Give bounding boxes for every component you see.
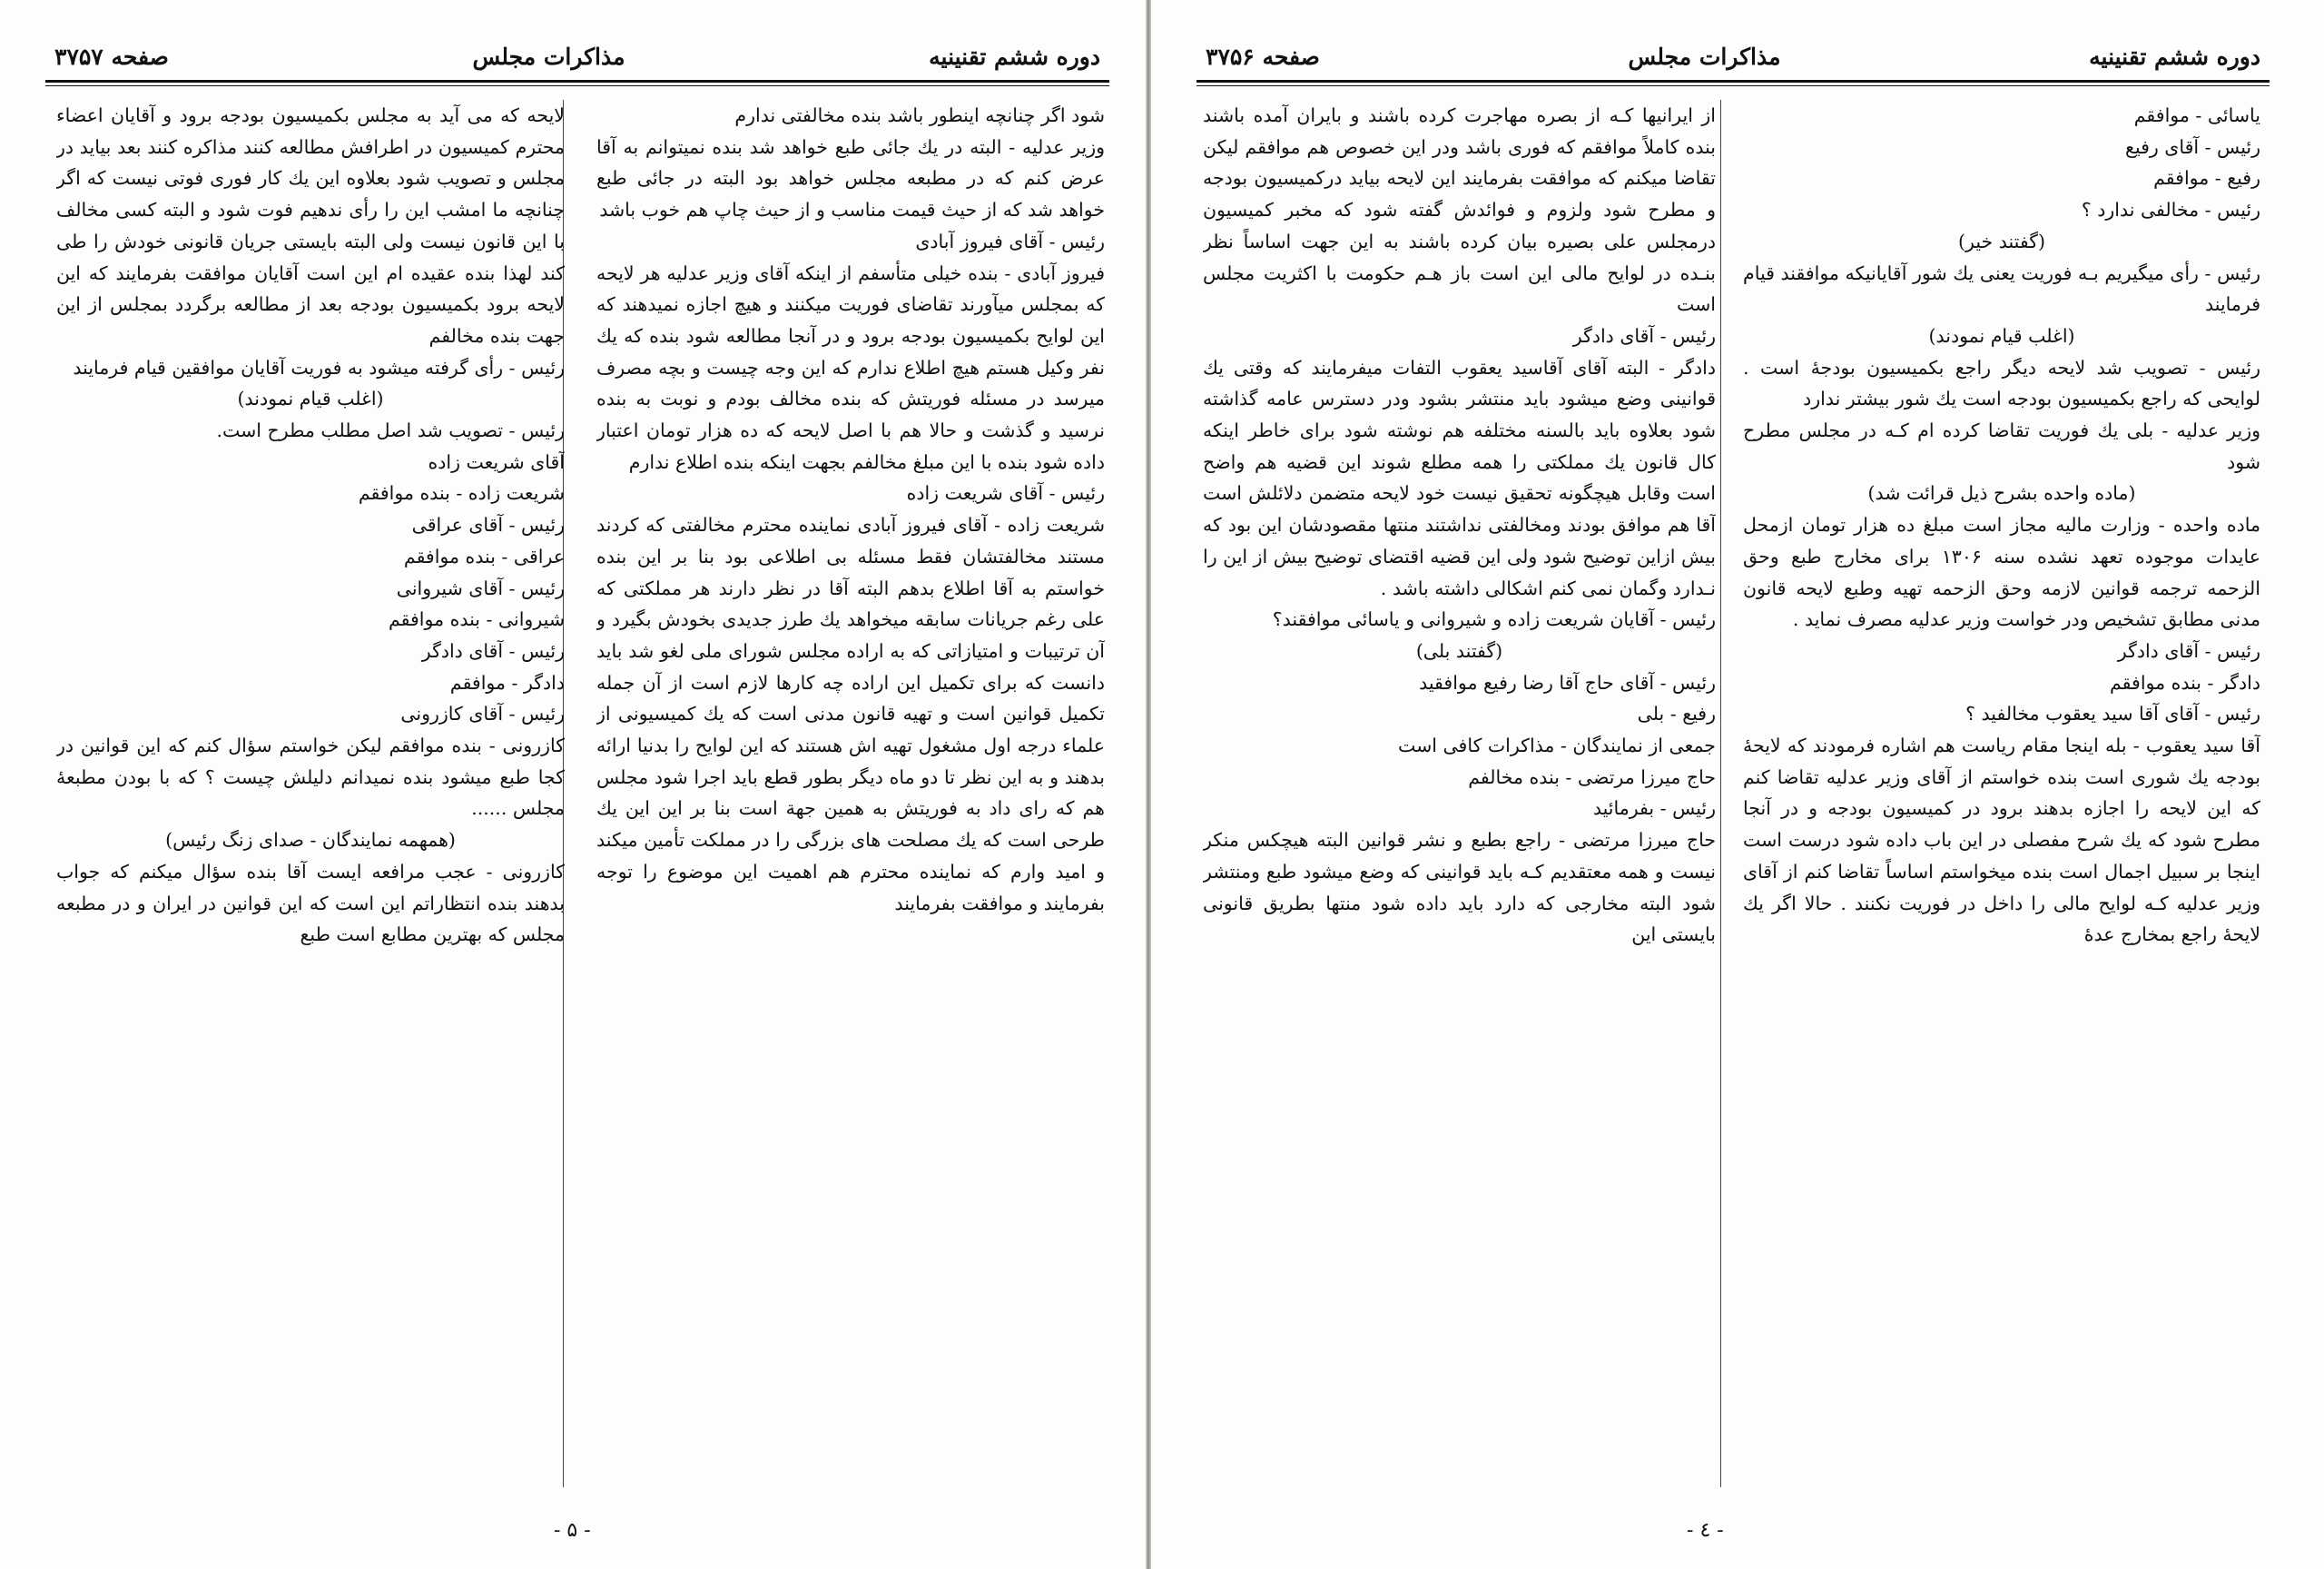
paragraph: شریعت زاده - بنده موافقم — [358, 482, 565, 505]
paragraph: دادگر - البته آقای آقاسید یعقوب التفات میفرمایند که وقتی یك قوانینی وضع میشود باید منتشر بشود ودر دسترس عامه گذاشته شود بعلاوه باید بالسنه مختلفه هم نوشته شود برای خاطر اینکه کال قانون یك مملکتی را همه مطلع شوند این قضیه هم واضح است وقابل هیچگونه تحقیق نیست خود لایحه متضمن دلائلش است آقا هم موافق بودند ومخالفتی نداشتند منتها مقصودشان این بود که بیش ازاین توضیح شود ولی این قضیه اقتضای توضیح بیش از این را نـدارد وگمان نمی کنم اشکالی داشته باشد . — [1203, 356, 1716, 599]
right-column-divider — [1720, 100, 1721, 1487]
paragraph: رئیس - آقای دادگر — [2117, 639, 2260, 662]
paragraph: کازرونی - بنده موافقم لیکن خواستم سؤال کنم که این قوانین در کجا طبع میشود بنده نمیدانم دلیلش چیست ؟ که با بودن مطبعهٔ مجلس ...... — [56, 735, 565, 820]
paragraph: وزیر عدلیه - البته در یك جائی طبع خواهد شد بنده نمیتوانم به آقا عرض کنم که در مطبعه مجلس خواهد بود البته در جائی طبع خواهد شد که از حیث قیمت مناسب و از حیث چاپ هم خوب باشد — [596, 135, 1105, 222]
paragraph: ماده واحده - وزارت مالیه مجاز است مبلغ ده هزار تومان ازمحل عایدات موجوده تعهد نشده سنه ۱۳۰۶ برای مخارج طبع وحق الزحمه ترجمه قوانین لازمه وحق الزحمه تهیه وطبع لایحه قانون مدنی مطابق تشخیص ودر خواست وزیر عدلیه مصرف نماید . — [1743, 514, 2260, 631]
left-column-1 — [596, 100, 1105, 1487]
right-column-1 — [1743, 100, 2260, 1487]
stage-direction: (همهمه نمایندگان - صدای زنگ رئیس) — [165, 829, 456, 852]
paragraph: کازرونی - عجب مرافعه ایست آقا بنده سؤال میکنم که جواب بدهند بنده انتظاراتم این است که این قوانین در ایران و در مطبعه مجلس که بهترین مطابع است طبع — [56, 860, 565, 946]
paragraph: آقای شریعت زاده — [428, 450, 565, 473]
right-session-label: دوره ششم تقنینیه — [2089, 43, 2260, 70]
stage-direction: (ماده واحده بشرح ذیل قرائت شد) — [1867, 482, 2136, 505]
paragraph: رئیس - آقای دادگر — [421, 639, 565, 662]
left-header-rule-thin — [45, 85, 1109, 86]
paragraph: از ایرانیها کـه از بصره مهاجرت کرده باشند و بایران آمده باشند بنده کاملاً موافقم که فوری باشد ودر این خصوص هم موافقم لیکن تقاضا میکنم که موافقت بفرمایند این لایحه بیاید درکمیسیون بودجه و مطرح شود ولزوم و فوائدش گفته شود که مخبر کمیسیون درمجلس علی بصیره بیان کرده باشند به این جهت اساساً نظر بنـده در لوایح مالی این است باز هـم حکومت با اکثریت مجلس است — [1203, 104, 1716, 316]
stage-direction: (اغلب قیام نمودند) — [237, 388, 384, 410]
right-page-number: صفحه ۳۷۵۶ — [1206, 43, 1320, 70]
paragraph: شریعت زاده - آقای فیروز آبادی نماینده محترم مخالفتی که کردند مستند مخالفتشان فقط مسئله بی اطلاعی بود بنا بر این بنده خواستم به آقا اطلاع بدهم البته آقا در نظر دارند هر مملکتی که علی رغم جریانات سابقه میخواهد یك طرز جدیدی بخودش بگیرد و آن ترتیبات و امتیازاتی که به اراده مجلس شورای ملی لغو شد باید دانست که برای تکمیل این اراده چه کارها لازم است از آن جمله تکمیل قوانین است و تهیه قانون مدنی است که یك کمیسیونی از علماء درجه اول مشغول تهیه اش هستند که این لوایح را بدنیا ارائه بدهند و به این نظر تا دو ماه دیگر بطور قطع باید اجرا شود مجلس هم که رای داد به فوریتش به همین جهة است بنا بر این این یك طرحی است که یك مصلحت های بزرگی را در مملکت تأمین میکند و امید وارم که نماینده محترم هم اهمیت این موضوع را توجه بفرمایند و موافقت بفرمایند — [596, 514, 1105, 914]
paragraph: رئیس - تصویب شد لایحه دیگر راجع بکمیسیون بودجهٔ است . لوایحی که راجع بکمیسیون بودجه است یك شور بیشتر ندارد — [1743, 356, 2260, 410]
paragraph: حاج میرزا مرتضی - بنده مخالفم — [1468, 765, 1716, 788]
right-header-rule — [1196, 80, 2270, 83]
paragraph: رئیس - آقای شریعت زاده — [906, 482, 1105, 505]
right-header-rule-thin — [1196, 85, 2270, 86]
right-page-title: مذاکرات مجلس — [1628, 43, 1781, 70]
left-header-rule — [45, 80, 1109, 83]
right-folio: - ٤ - — [1687, 1519, 1724, 1542]
paragraph: رئیس - آقای عراقی — [411, 514, 565, 537]
paragraph: رئیس - آقایان شریعت زاده و شیروانی و یاسائی موافقند؟ — [1272, 608, 1716, 631]
paragraph: رئیس - رأی میگیریم بـه فوریت یعنی یك شور آقایانیکه موافقند قیام فرمایند — [1743, 262, 2260, 316]
right-page — [1151, 0, 2324, 1569]
paragraph: رئیس - رأی گرفته میشود به فوریت آقایان موافقین قیام فرمایند — [73, 356, 565, 379]
stage-direction: (گفتند خیر) — [1958, 230, 2045, 252]
paragraph: شیروانی - بنده موافقم — [388, 608, 565, 631]
paragraph: رئیس - بفرمائید — [1592, 797, 1716, 820]
left-folio: - ۵ - — [554, 1519, 591, 1542]
paragraph: فیروز آبادی - بنده خیلی متأسفم از اینکه آقای وزیر عدلیه هر لایحه که بمجلس میآورند تقاضای فوریت میکنند و هیچ اجازه نمیدهند که این لوایح بکمیسیون بودجه برود و در آنجا مطالعه شود بنده که یك نفر وکیل هستم هیچ اطلاع ندارم که این وجه چیست و بچه مصرف میرسد در مسئله فوریتش که بنده مخالف بودم و نوبت به بنده نرسید و گذشت و حالا هم با اصل لایحه که ده هزار تومان اعتبار داده شود بنده با این مبلغ مخالفم بجهت اینکه بنده اطلاع ندارم — [596, 262, 1105, 473]
paragraph: رئیس - آقای دادگر — [1572, 324, 1716, 347]
paragraph: دادگر - موافقم — [449, 671, 565, 694]
left-page-number: صفحه ۳۷۵۷ — [54, 43, 169, 70]
paragraph: یاسائی - موافقم — [2133, 104, 2260, 126]
left-page-title: مذاکرات مجلس — [472, 43, 625, 70]
paragraph: آقا سید یعقوب - بله اینجا مقام ریاست هم اشاره فرمودند که لایحهٔ بودجه یك شوری است بنده خواستم از آقای وزیر عدلیه تقاضا کنم که این لایحه را اجازه بدهند برود در کمیسیون بودجه و در آنجا مطرح شود که یك شرح مفصلی در این باب داده شود درست است اینجا بر سبیل اجمال است بنده میخواستم اساساً تقاضا کنم از آقای وزیر عدلیه کـه لوایح مالی را داخل در فوریت نکنند . حالا اگر یك لایحهٔ راجع بمخارج عدهٔ — [1743, 735, 2260, 946]
paragraph: رفیع - بلی — [1637, 703, 1716, 725]
paragraph: عراقی - بنده موافقم — [403, 545, 565, 567]
paragraph: رئیس - تصویب شد اصل مطلب مطرح است. — [216, 419, 565, 442]
stage-direction: (اغلب قیام نمودند) — [1928, 324, 2075, 347]
left-page — [0, 0, 1146, 1569]
right-column-2 — [1203, 100, 1716, 1487]
paragraph: دادگر - بنده موافقم — [2110, 671, 2260, 694]
left-session-label: دوره ششم تقنینیه — [929, 43, 1100, 70]
paragraph: لایحه که می آید به مجلس بکمیسیون بودجه برود و آقایان اعضاء محترم کمیسیون در اطرافش مطالعه کنند مذاکره کنند بعد بیاید در مجلس و تصویب شود بعلاوه این یك کار فوری فوتی نیست که اگر چنانچه ما امشب این را رأی ندهیم فوت شود و البته کسی مخالف با این قانون نیست ولی البته بایستی جریان قانونی خودش را طی کند لهذا بنده عقیده ام این است آقایان موافقت بفرمایند که این لایحه برود بکمیسیون بودجه بعد از مطالعه برگردد بمجلس از این جهت بنده مخالفم — [56, 104, 565, 347]
paragraph: وزیر عدلیه - بلی یك فوریت تقاضا کرده ام کـه در مجلس مطرح شود — [1743, 419, 2260, 473]
left-column-2 — [56, 100, 565, 1487]
right-page-header — [1206, 38, 2260, 74]
paragraph: رئیس - مخالفی ندارد ؟ — [2081, 199, 2260, 222]
paragraph: رئیس - آقای آقا سید یعقوب مخالفید ؟ — [1965, 703, 2260, 725]
paragraph: رئیس - آقای شیروانی — [396, 577, 565, 599]
paragraph: رئیس - آقای کازرونی — [400, 703, 565, 725]
paragraph: رئیس - آقای رفیع — [2125, 135, 2260, 158]
paragraph: شود اگر چنانچه اینطور باشد بنده مخالفتی ندارم — [734, 104, 1105, 126]
paragraph: حاج میرزا مرتضی - راجع بطبع و نشر قوانین البته هیچکس منکر نیست و همه معتقدیم کـه باید قوانینی که وضع میشود طبع ومنتشر شود البته مخارجی که دارد باید داده شود منتها بطریق قانونی بایستی این — [1203, 829, 1716, 946]
paragraph: رئیس - آقای فیروز آبادی — [915, 230, 1105, 252]
stage-direction: (گفتند بلی) — [1415, 639, 1503, 662]
left-page-header — [54, 38, 1100, 74]
paragraph: رئیس - آقای حاج آقا رضا رفیع موافقید — [1419, 671, 1716, 694]
paragraph: جمعی از نمایندگان - مذاکرات کافی است — [1397, 735, 1716, 757]
paragraph: رفیع - موافقم — [2153, 167, 2260, 190]
